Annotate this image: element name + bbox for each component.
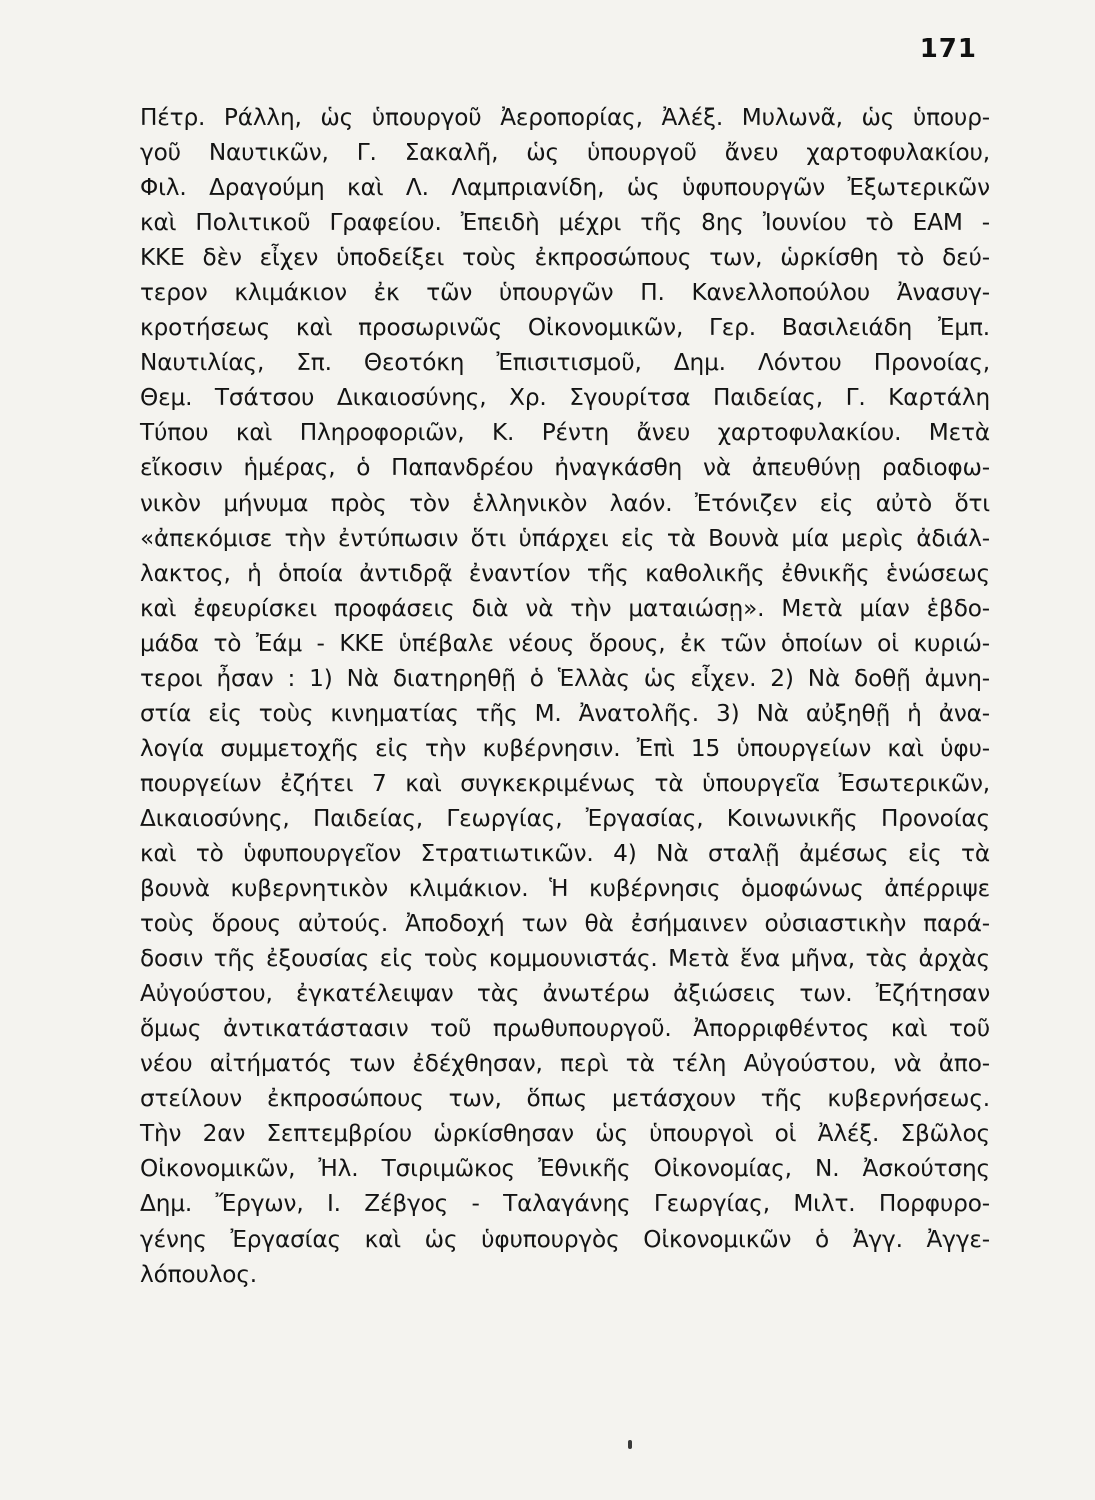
text-line: μάδα τὸ Ἐάμ - ΚΚΕ ὑπέβαλε νέους ὅρους, ἐκ τῶν ὁποίων οἱ κυριώ- <box>140 629 990 657</box>
text-line: νέου αἰτήματός των ἐδέχθησαν, περὶ τὰ τέλη Αὐγούστου, νὰ ἀπο- <box>140 1050 990 1078</box>
text-line: λόπουλος. <box>140 1260 258 1288</box>
text-line: «ἀπεκόμισε τὴν ἐντύπωσιν ὅτι ὑπάρχει εἰς τὰ Βουνὰ μία μερὶς ἀδιάλ- <box>140 524 990 552</box>
text-line: Τύπου καὶ Πληροφοριῶν, Κ. Ρέντη ἄνευ χαρτοφυλακίου. Μετὰ <box>140 419 990 447</box>
text-line: κροτήσεως καὶ προσωρινῶς Οἰκονομικῶν, Γερ. Βασιλειάδη Ἐμπ. <box>140 314 990 342</box>
text-line: νικὸν μήνυμα πρὸς τὸν ἑλληνικὸν λαόν. Ἐτόνιζεν εἰς αὐτὸ ὅτι <box>140 489 990 517</box>
text-line: εἴκοσιν ἡμέρας, ὁ Παπανδρέου ἠναγκάσθη νὰ ἀπευθύνῃ ραδιοφω- <box>140 454 990 482</box>
text-line: τερον κλιμάκιον ἐκ τῶν ὑπουργῶν Π. Κανελλοπούλου Ἀνασυγ- <box>140 279 990 307</box>
text-line: ΚΚΕ δὲν εἶχεν ὑποδείξει τοὺς ἐκπροσώπους των, ὡρκίσθη τὸ δεύ- <box>140 244 990 272</box>
text-line: Θεμ. Τσάτσου Δικαιοσύνης, Χρ. Σγουρίτσα Παιδείας, Γ. Καρτάλη <box>140 384 990 412</box>
text-line: Δικαιοσύνης, Παιδείας, Γεωργίας, Ἐργασίας, Κοινωνικῆς Προνοίας <box>140 804 990 832</box>
text-line: Αὐγούστου, ἐγκατέλειψαν τὰς ἀνωτέρω ἀξιώσεις των. Ἐζήτησαν <box>140 980 990 1008</box>
text-line: Τὴν 2αν Σεπτεμβρίου ὡρκίσθησαν ὡς ὑπουργοὶ οἱ Ἀλέξ. Σβῶλος <box>140 1120 990 1148</box>
text-line: τεροι ἦσαν : 1) Νὰ διατηρηθῇ ὁ Ἑλλὰς ὡς εἶχεν. 2) Νὰ δοθῇ ἀμνη- <box>140 664 990 692</box>
text-line: λογία συμμετοχῆς εἰς τὴν κυβέρνησιν. Ἐπὶ 15 ὑπουργείων καὶ ὑφυ- <box>140 734 990 762</box>
text-line: πουργείων ἐζήτει 7 καὶ συγκεκριμένως τὰ ὑπουργεῖα Ἐσωτερικῶν, <box>140 769 990 797</box>
text-line: στία εἰς τοὺς κινηματίας τῆς Μ. Ἀνατολῆς. 3) Νὰ αὐξηθῇ ἡ ἀνα- <box>140 699 990 727</box>
page-number: 171 <box>919 34 977 64</box>
ink-speck <box>628 1440 632 1449</box>
text-line: ὅμως ἀντικατάστασιν τοῦ πρωθυπουργοῦ. Ἀπορριφθέντος καὶ τοῦ <box>140 1015 990 1043</box>
text-line: γένης Ἐργασίας καὶ ὡς ὑφυπουργὸς Οἰκονομικῶν ὁ Ἀγγ. Ἀγγε- <box>140 1225 990 1253</box>
text-line: καὶ Πολιτικοῦ Γραφείου. Ἐπειδὴ μέχρι τῆς 8ης Ἰουνίου τὸ ΕΑΜ - <box>140 209 990 237</box>
text-line: λακτος, ἡ ὁποία ἀντιδρᾷ ἐναντίον τῆς καθολικῆς ἐθνικῆς ἑνώσεως <box>140 559 990 587</box>
text-line: καὶ τὸ ὑφυπουργεῖον Στρατιωτικῶν. 4) Νὰ σταλῇ ἀμέσως εἰς τὰ <box>140 839 990 867</box>
body-text <box>140 100 990 1292</box>
text-line: Ναυτιλίας, Σπ. Θεοτόκη Ἐπισιτισμοῦ, Δημ. Λόντου Προνοίας, <box>140 349 990 377</box>
text-line: γοῦ Ναυτικῶν, Γ. Σακαλῆ, ὡς ὑπουργοῦ ἄνευ χαρτοφυλακίου, <box>140 139 990 167</box>
text-line: καὶ ἐφευρίσκει προφάσεις διὰ νὰ τὴν ματαιώσῃ». Μετὰ μίαν ἑβδο- <box>140 594 990 622</box>
text-line: Φιλ. Δραγούμη καὶ Λ. Λαμπριανίδη, ὡς ὑφυπουργῶν Ἐξωτερικῶν <box>140 174 990 202</box>
text-line: Πέτρ. Ράλλη, ὡς ὑπουργοῦ Ἀεροπορίας, Ἀλέξ. Μυλωνᾶ, ὡς ὑπουρ- <box>140 104 990 131</box>
text-line: Δημ. Ἔργων, Ι. Ζέβγος - Ταλαγάνης Γεωργίας, Μιλτ. Πορφυρο- <box>140 1190 990 1218</box>
text-line: τοὺς ὅρους αὐτούς. Ἀποδοχή των θὰ ἐσήμαινεν οὐσιαστικὴν παρά- <box>140 910 990 938</box>
text-line: στείλουν ἐκπροσώπους των, ὅπως μετάσχουν τῆς κυβερνήσεως. <box>140 1085 990 1113</box>
text-line: βουνὰ κυβερνητικὸν κλιμάκιον. Ἡ κυβέρνησις ὁμοφώνως ἀπέρριψε <box>140 875 990 903</box>
text-line: δοσιν τῆς ἐξουσίας εἰς τοὺς κομμουνιστάς. Μετὰ ἕνα μῆνα, τὰς ἀρχὰς <box>140 945 990 973</box>
text-line: Οἰκονομικῶν, Ἠλ. Τσιριμῶκος Ἐθνικῆς Οἰκονομίας, Ν. Ἀσκούτσης <box>140 1155 990 1183</box>
